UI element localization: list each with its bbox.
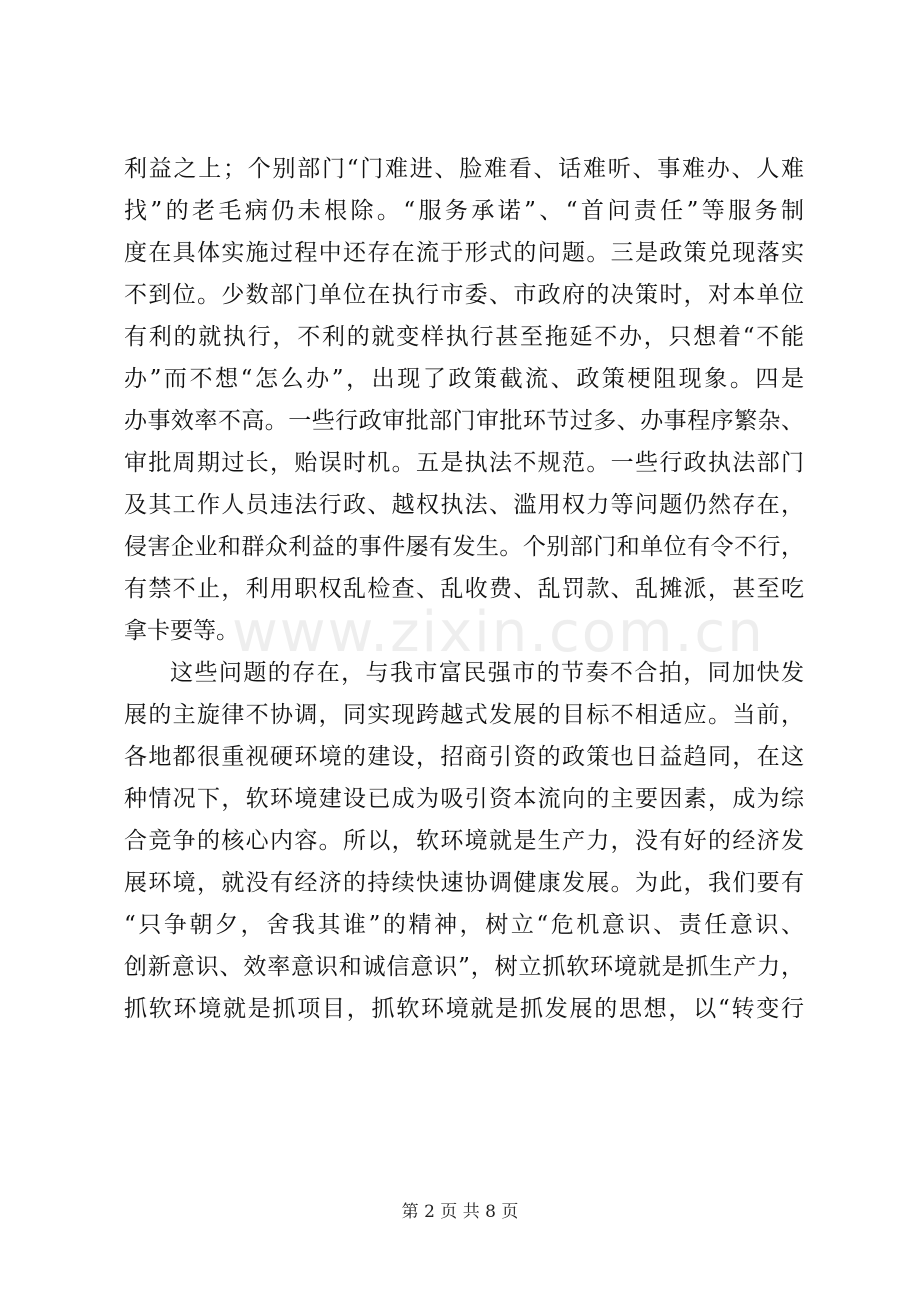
text-line: 合竞争的核心内容。所以，软环境就是生产力，没有好的经济发 bbox=[124, 828, 804, 854]
text-line: 办”而不想“怎么办”，出现了政策截流、政策梗阻现象。四是 bbox=[124, 366, 804, 392]
text-line: 有禁不止，利用职权乱检查、乱收费、乱罚款、乱摊派，甚至吃 bbox=[124, 576, 804, 602]
text-line: 这些问题的存在，与我市富民强市的节奏不合拍，同加快发 bbox=[170, 660, 804, 686]
text-line: 展的主旋律不协调，同实现跨越式发展的目标不相适应。当前， bbox=[124, 702, 804, 728]
text-line: 种情况下，软环境建设已成为吸引资本流向的主要因素，成为综 bbox=[124, 786, 804, 812]
text-line: 抓软环境就是抓项目，抓软环境就是抓发展的思想，以“转变行 bbox=[124, 996, 804, 1022]
text-line: 有利的就执行，不利的就变样执行甚至拖延不办，只想着“不能 bbox=[124, 324, 804, 350]
text-line: “只争朝夕，舍我其谁”的精神，树立“危机意识、责任意识、 bbox=[124, 912, 804, 938]
paragraph-2 bbox=[124, 652, 804, 1030]
text-line: 找”的老毛病仍未根除。“服务承诺”、“首问责任”等服务制 bbox=[124, 198, 804, 224]
text-line: 拿卡要等。 bbox=[124, 618, 239, 644]
paragraph-1 bbox=[124, 148, 804, 652]
text-line: 不到位。少数部门单位在执行市委、市政府的决策时，对本单位 bbox=[124, 282, 804, 308]
document-body bbox=[124, 148, 804, 1030]
text-line: 审批周期过长，贻误时机。五是执法不规范。一些行政执法部门 bbox=[124, 450, 804, 476]
text-line: 度在具体实施过程中还存在流于形式的问题。三是政策兑现落实 bbox=[124, 240, 804, 266]
text-line: 展环境，就没有经济的持续快速协调健康发展。为此，我们要有 bbox=[124, 870, 804, 896]
text-line: 各地都很重视硬环境的建设，招商引资的政策也日益趋同，在这 bbox=[124, 744, 804, 770]
text-line: 及其工作人员违法行政、越权执法、滥用权力等问题仍然存在， bbox=[124, 492, 804, 518]
text-line: 创新意识、效率意识和诚信意识”，树立抓软环境就是抓生产力， bbox=[124, 954, 804, 980]
text-line: 利益之上；个别部门“门难进、脸难看、话难听、事难办、人难 bbox=[124, 156, 804, 182]
text-line: 办事效率不高。一些行政审批部门审批环节过多、办事程序繁杂、 bbox=[124, 408, 804, 434]
page-number-label: 第 2 页 共 8 页 bbox=[401, 1202, 519, 1222]
text-line: 侵害企业和群众利益的事件屡有发生。个别部门和单位有令不行， bbox=[124, 534, 804, 560]
watermark: www.zixin.com.cn bbox=[232, 600, 765, 665]
page-footer bbox=[0, 1200, 920, 1224]
